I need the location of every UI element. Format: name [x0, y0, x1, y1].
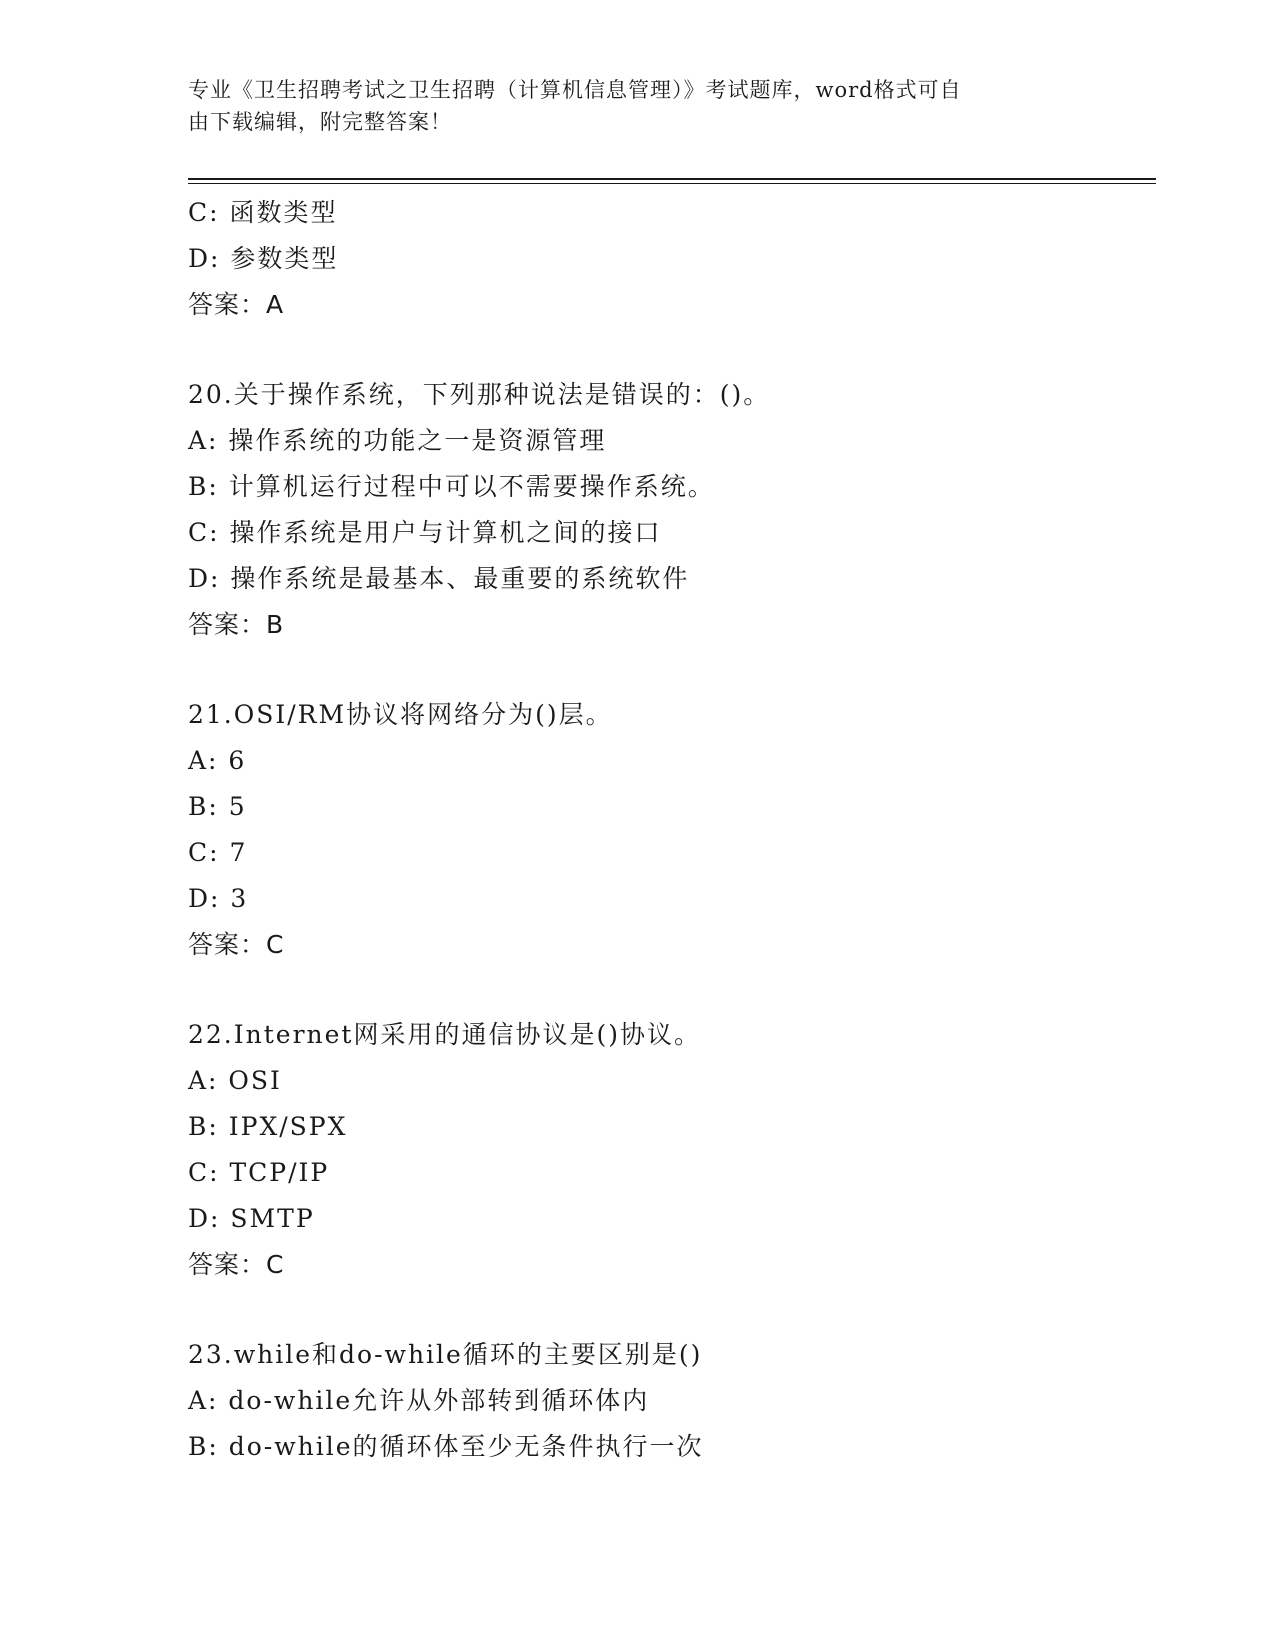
- option-d: D: 3: [188, 884, 249, 913]
- question-23: [188, 1332, 1156, 1470]
- question-stem: 21.OSI/RM协议将网络分为()层。: [188, 700, 613, 729]
- answer-line: 答案：B: [188, 610, 285, 639]
- question-stem: 23.while和do-while循环的主要区别是(): [188, 1340, 703, 1369]
- option-c: C: TCP/IP: [188, 1158, 330, 1187]
- option-b: B: 5: [188, 792, 247, 821]
- question-21: [188, 692, 1156, 968]
- spacer: [188, 648, 1156, 692]
- spacer: [188, 328, 1156, 372]
- option-d: D: 操作系统是最基本、最重要的系统软件: [188, 564, 690, 593]
- header-line-2: 由下载编辑，附完整答案！: [188, 110, 452, 134]
- option-c: C: 操作系统是用户与计算机之间的接口: [188, 518, 662, 547]
- answer-line: 答案：C: [188, 1250, 285, 1279]
- spacer: [188, 1288, 1156, 1332]
- option-c: C: 函数类型: [188, 198, 338, 227]
- option-b: B: 计算机运行过程中可以不需要操作系统。: [188, 472, 715, 501]
- question-stem: 22.Internet网采用的通信协议是()协议。: [188, 1020, 701, 1049]
- option-b: B: do-while的循环体至少无条件执行一次: [188, 1432, 704, 1461]
- question-stem: 20.关于操作系统，下列那种说法是错误的：()。: [188, 380, 771, 409]
- document-header: [188, 74, 1068, 138]
- option-a: A: 操作系统的功能之一是资源管理: [188, 426, 607, 455]
- question-list: [188, 190, 1156, 1470]
- option-d: D: 参数类型: [188, 244, 339, 273]
- spacer: [188, 968, 1156, 1012]
- question-22: [188, 1012, 1156, 1288]
- option-c: C: 7: [188, 838, 248, 867]
- option-a: A: do-while允许从外部转到循环体内: [188, 1386, 650, 1415]
- option-a: A: 6: [188, 746, 247, 775]
- option-d: D: SMTP: [188, 1204, 315, 1233]
- option-b: B: IPX/SPX: [188, 1112, 348, 1141]
- header-line-1: 专业《卫生招聘考试之卫生招聘（计算机信息管理）》考试题库，word格式可自: [188, 78, 962, 102]
- header-divider-thick: [188, 178, 1156, 180]
- question-20: [188, 372, 1156, 648]
- header-divider-thin: [188, 183, 1156, 184]
- answer-line: 答案：C: [188, 930, 285, 959]
- option-a: A: OSI: [188, 1066, 282, 1095]
- answer-line: 答案：A: [188, 290, 285, 319]
- question-19-continued: [188, 190, 1156, 328]
